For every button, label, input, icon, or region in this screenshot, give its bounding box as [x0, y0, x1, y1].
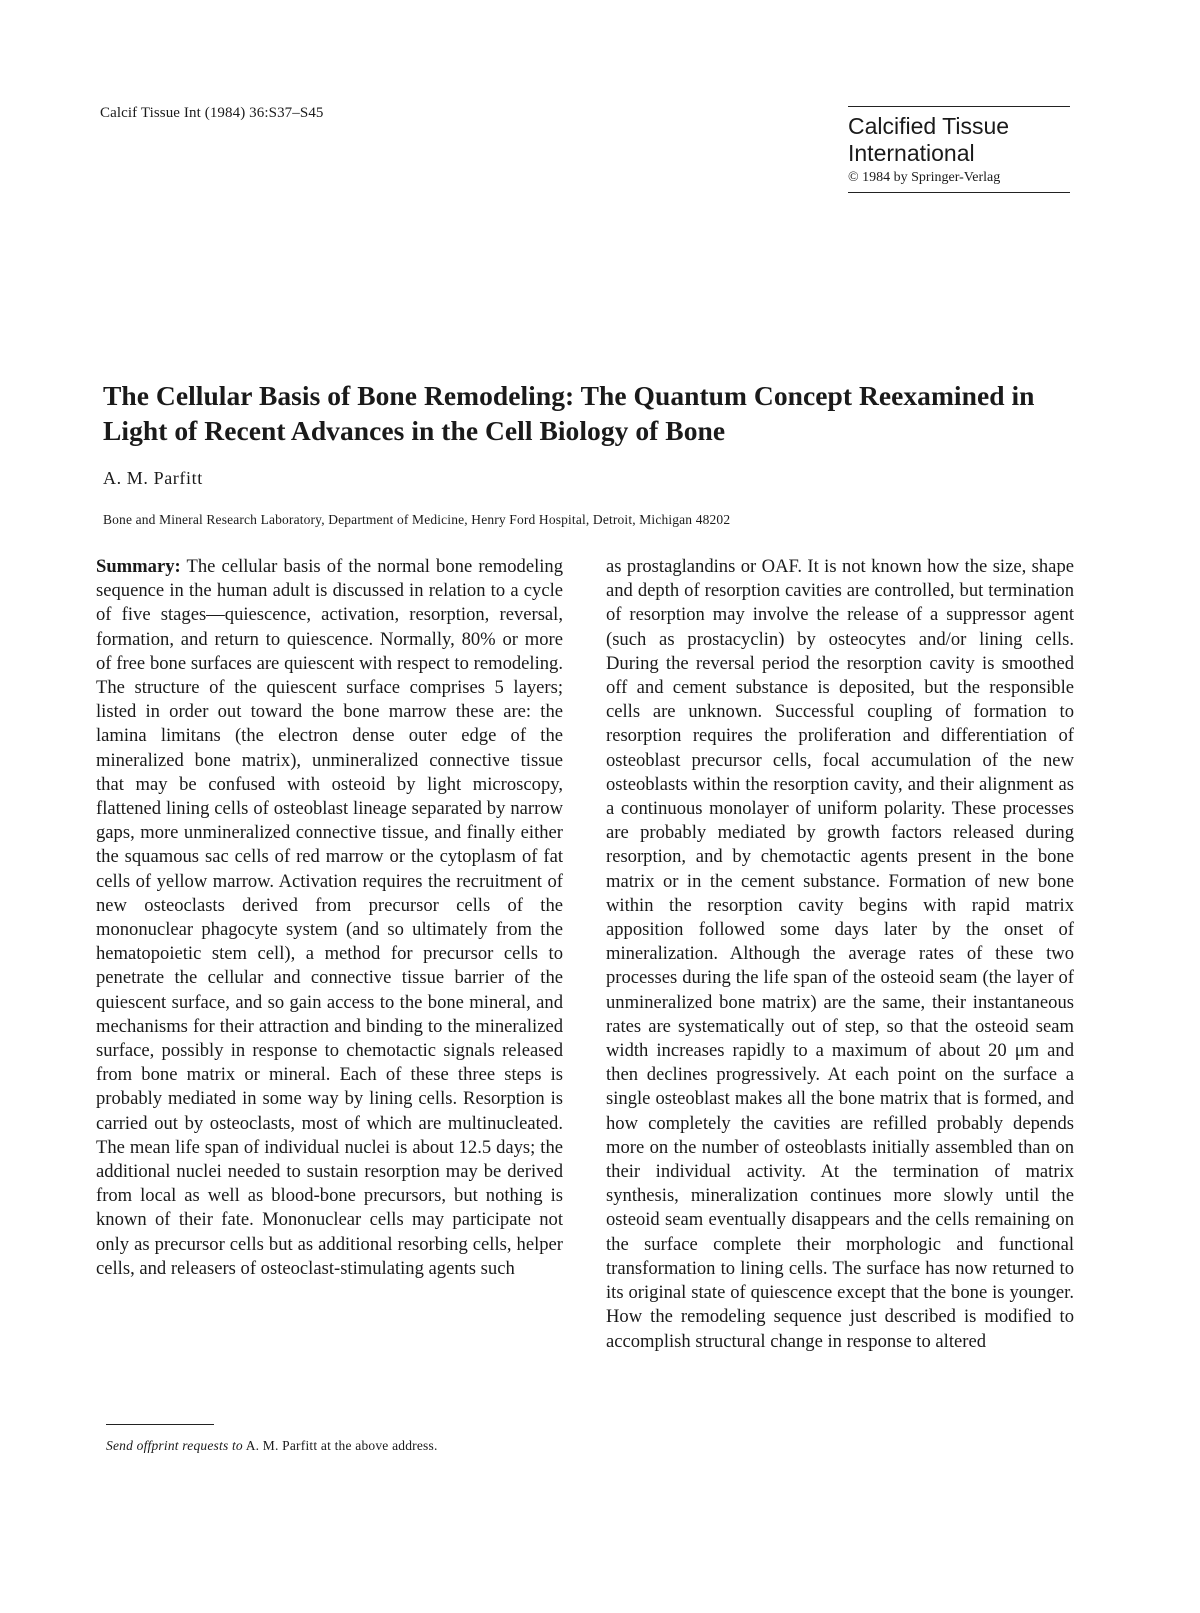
footnote-rest: A. M. Parfitt at the above address.: [242, 1438, 438, 1453]
journal-masthead: [848, 106, 1070, 193]
copyright-notice: © 1984 by Springer-Verlag: [848, 170, 1001, 185]
summary-label: Summary:: [96, 556, 181, 577]
summary-text-left: The cellular basis of the normal bone remodeling sequence in the human adult is discussed in relation to a cycle of five stages—quiescence, activation, resorption, reversal, formation, and return to quiescence. Normally, 80% or more of free bone surfaces are quiescent with respect to remodeling. The structure of the quiescent surface comprises 5 layers; listed in order out toward the bone marrow these are: the lamina limitans (the electron dense outer edge of the mineralized bone matrix), unmineralized connective tissue that may be confused with osteoid by light microscopy, flattened lining cells of osteoblast lineage separated by narrow gaps, more unmineralized connective tissue, and finally either the squamous sac cells of red marrow or the cytoplasm of fat cells of yellow marrow. Activation requires the recruitment of new osteoclasts derived from precursor cells of the mononuclear phagocyte system (and so ultimately from the hematopoietic stem cell), a method for precursor cells to penetrate the cellular and connective tissue barrier of the quiescent surface, and so gain access to the bone mineral, and mechanisms for their attraction and binding to the mineralized surface, possibly in response to chemotactic signals released from bone matrix or mineral. Each of these three steps is probably mediated in some way by lining cells. Resorption is carried out by osteoclasts, most of which are multinucleated. The mean life span of individual nuclei is about 12.5 days; the additional nuclei needed to sustain resorption may be derived from local as well as blood-bone precursors, but nothing is known of their fate. Mononuclear cells may participate not only as precursor cells but as additional resorbing cells, helper cells, and releasers of osteoclast-stimulating agents such: [96, 556, 564, 1279]
summary-column-left: [96, 555, 563, 1281]
footnote-lead: Send offprint requests to: [106, 1438, 243, 1453]
footnote-divider: [106, 1424, 214, 1425]
article-title: The Cellular Basis of Bone Remodeling: The Quantum Concept Reexamined in Light of Recent Advances in the Cell Biology of Bone: [103, 380, 1035, 446]
footnote-offprint: [106, 1438, 438, 1454]
author-affiliation: Bone and Mineral Research Laboratory, Department of Medicine, Henry Ford Hospital, Detroit, Michigan 48202: [103, 512, 731, 527]
summary-paragraph-left: [96, 555, 563, 1281]
summary-column-right: [606, 555, 1074, 1354]
summary-text-right: as prostaglandins or OAF. It is not known how the size, shape and depth of resorption cavities are controlled, but termination of resorption may involve the release of a suppressor agent (such as prostacyclin) by osteocytes and/or lining cells. During the reversal period the resorption cavity is smoothed off and cement substance is deposited, but the responsible cells are unknown. Successful coupling of formation to resorption requires the proliferation and differentiation of osteoblast precursor cells, focal accumulation of the new osteoblasts within the resorption cavity, and their alignment as a continuous monolayer of uniform polarity. These processes are probably mediated by growth factors released during resorption, and by chemotactic agents present in the bone matrix or in the cement substance. Formation of new bone within the resorption cavity begins with rapid matrix apposition followed some days later by the onset of mineralization. Although the average rates of these two processes during the life span of the osteoid seam (the layer of unmineralized bone matrix) are the same, their instantaneous rates are systematically out of step, so that the osteoid seam width increases rapidly to a maximum of about 20 μm and then declines progressively. At each point on the surface a single osteoblast makes all the bone matrix that is formed, and how completely the cavities are refilled probably depends more on the number of osteoblasts initially assembled than on their individual activity. At the termination of matrix synthesis, mineralization continues more slowly until the osteoid seam eventually disappears and the cells remaining on the surface complete their morphologic and functional transformation to lining cells. The surface has now returned to its original state of quiescence except that the bone is younger. How the remodeling sequence just described is modified to accomplish structural change in response to altered: [606, 556, 1074, 1352]
journal-citation: Calcif Tissue Int (1984) 36:S37–S45: [100, 105, 324, 121]
author-name: A. M. Parfitt: [103, 468, 203, 488]
journal-name: Calcified Tissue International: [848, 113, 1010, 166]
